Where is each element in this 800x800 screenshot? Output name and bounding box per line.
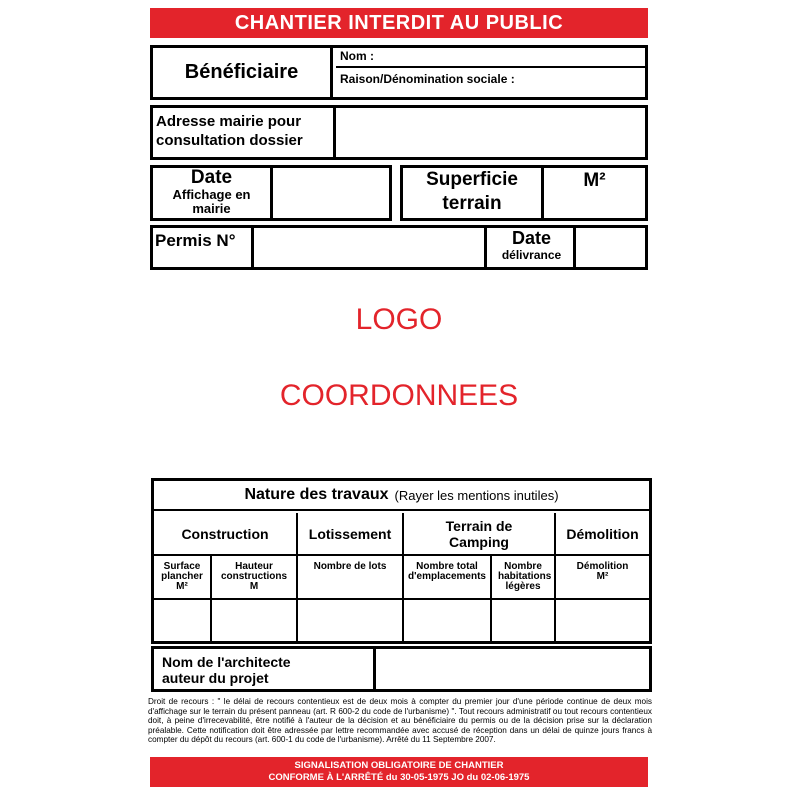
subheader-demolition: Démolition M² [556,556,649,600]
adresse-label: Adresse mairie pour consultation dossier [153,108,336,157]
site-sign-panel [136,0,664,800]
adresse-value-field[interactable] [336,108,645,157]
subheader-hauteur: Hauteur constructions M [212,556,298,600]
footer-line2: CONFORME À L'ARRÊTÉ du 30-05-1975 JO du 02-06-1975 [268,772,530,783]
subheader-habitations: Nombre habitations légères [492,556,556,600]
travaux-title-row [154,481,649,511]
architecte-value-field[interactable] [376,649,649,689]
superficie-label: Superficie terrain [403,168,544,218]
permis-label: Permis N° [153,228,254,267]
architecte-label: Nom de l'architecte auteur du projet [154,649,376,689]
subheader-nombre-lots: Nombre de lots [298,556,404,600]
value-demolition[interactable] [556,600,649,641]
value-hauteur[interactable] [212,600,298,641]
date-delivrance-label: Date délivrance [490,228,576,267]
value-nombre-lots[interactable] [298,600,404,641]
footer-line1: SIGNALISATION OBLIGATOIRE DE CHANTIER [294,760,504,771]
permis-number-field[interactable] [254,228,487,267]
value-surface-plancher[interactable] [154,600,212,641]
coordonnees-placeholder: COORDONNEES [279,379,519,412]
category-lotissement: Lotissement [298,513,404,556]
value-habitations[interactable] [492,600,556,641]
date-affichage-label: Date Affichage en mairie [153,168,273,218]
header-title: CHANTIER INTERDIT AU PUBLIC [234,11,564,34]
date-delivrance-value-field[interactable] [579,228,645,267]
legal-text: Droit de recours : " le délai de recours contentieux est de deux mois à compter du premier jour d'une période continue de deux mois d'affichage sur le terrain du présent panneau (art. R 600-2 du code de l'urbanisme) ". Tout recours administratif ou tout recours contentieux doit, à peine d'irrecevabilité, être notifié à l'auteur de la décision et au bénéficiaire du permis ou de la décision prise sur la déclaration préalable. Cette notification doit être adressée par lettre recommandée avec accusé de réception dans un délai de quinze jours francs à compter du dépôt du recours (art. 600-1 du code de l'urbanisme). Arrêté du 11 Septembre 2007. [148,697,652,745]
date-affichage-value-field[interactable] [276,168,389,218]
subheader-surface-plancher: Surface plancher M² [154,556,212,600]
raison-sociale-field[interactable]: Raison/Dénomination sociale : [340,72,515,86]
beneficiaire-label: Bénéficiaire [153,48,333,97]
header-banner [150,8,648,38]
travaux-title: Nature des travaux [244,486,389,503]
category-demolition: Démolition [556,513,649,556]
footer-banner [150,757,648,787]
logo-placeholder: LOGO [355,303,443,336]
category-camping: Terrain de Camping [404,513,556,556]
superficie-value-field[interactable]: M² [583,170,606,191]
nom-field[interactable]: Nom : [336,47,648,68]
travaux-note: (Rayer les mentions inutiles) [394,487,559,503]
category-construction: Construction [154,513,298,556]
subheader-emplacements: Nombre total d'emplacements [404,556,492,600]
value-emplacements[interactable] [404,600,492,641]
